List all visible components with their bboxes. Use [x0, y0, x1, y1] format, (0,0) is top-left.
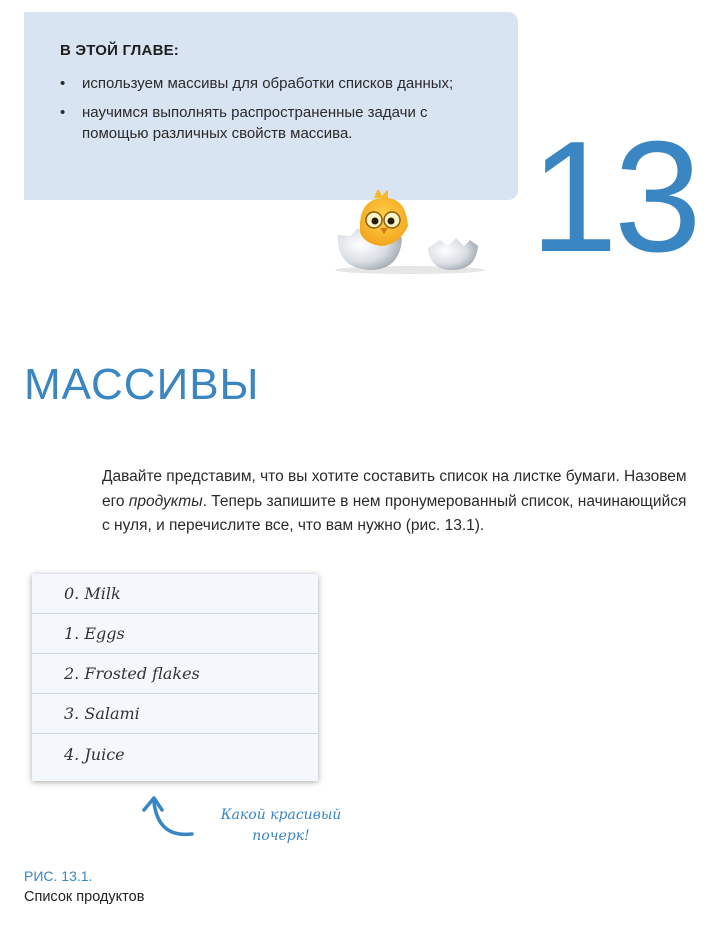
curved-arrow-icon	[130, 792, 200, 842]
intro-paragraph	[102, 465, 692, 539]
chapter-goal-text: научимся выполнять распространенные задачи с помощью различных свойств массива.	[82, 104, 428, 142]
intro-text: . Теперь запишите в нем пронумерованный список, начинающийся с нуля, и перечислите все, что вам нужно (рис. 13.1).	[102, 492, 687, 534]
list-item: 2. Frosted flakes	[32, 654, 318, 694]
handwriting-note: Какой красивый почерк!	[220, 807, 342, 844]
intro-text: Давайте представим, что вы хотите составить список на листке бумаги. Назовем его	[102, 468, 687, 510]
figure-label: РИС. 13.1.	[24, 868, 93, 884]
chapter-goal-item	[60, 73, 494, 94]
chapter-goal-item	[60, 102, 494, 144]
grocery-list-figure	[32, 574, 318, 781]
section-title: МАССИВЫ	[24, 360, 260, 409]
chapter-goals-title: В ЭТОЙ ГЛАВЕ:	[60, 42, 179, 59]
chapter-goals-box	[24, 12, 518, 200]
list-item: 0. Milk	[32, 574, 318, 614]
chapter-number: 13	[530, 109, 698, 285]
bullet-icon: •	[60, 75, 66, 92]
list-item: 3. Salami	[32, 694, 318, 734]
chapter-goal-text: используем массивы для обработки списков данных;	[82, 75, 454, 92]
hatching-chick-illustration	[330, 190, 490, 275]
intro-emphasis: продукты	[128, 492, 203, 510]
bullet-icon: •	[60, 104, 66, 121]
list-item: 1. Eggs	[32, 614, 318, 654]
list-item: 4. Juice	[64, 744, 125, 764]
figure-caption: Список продуктов	[24, 889, 145, 905]
